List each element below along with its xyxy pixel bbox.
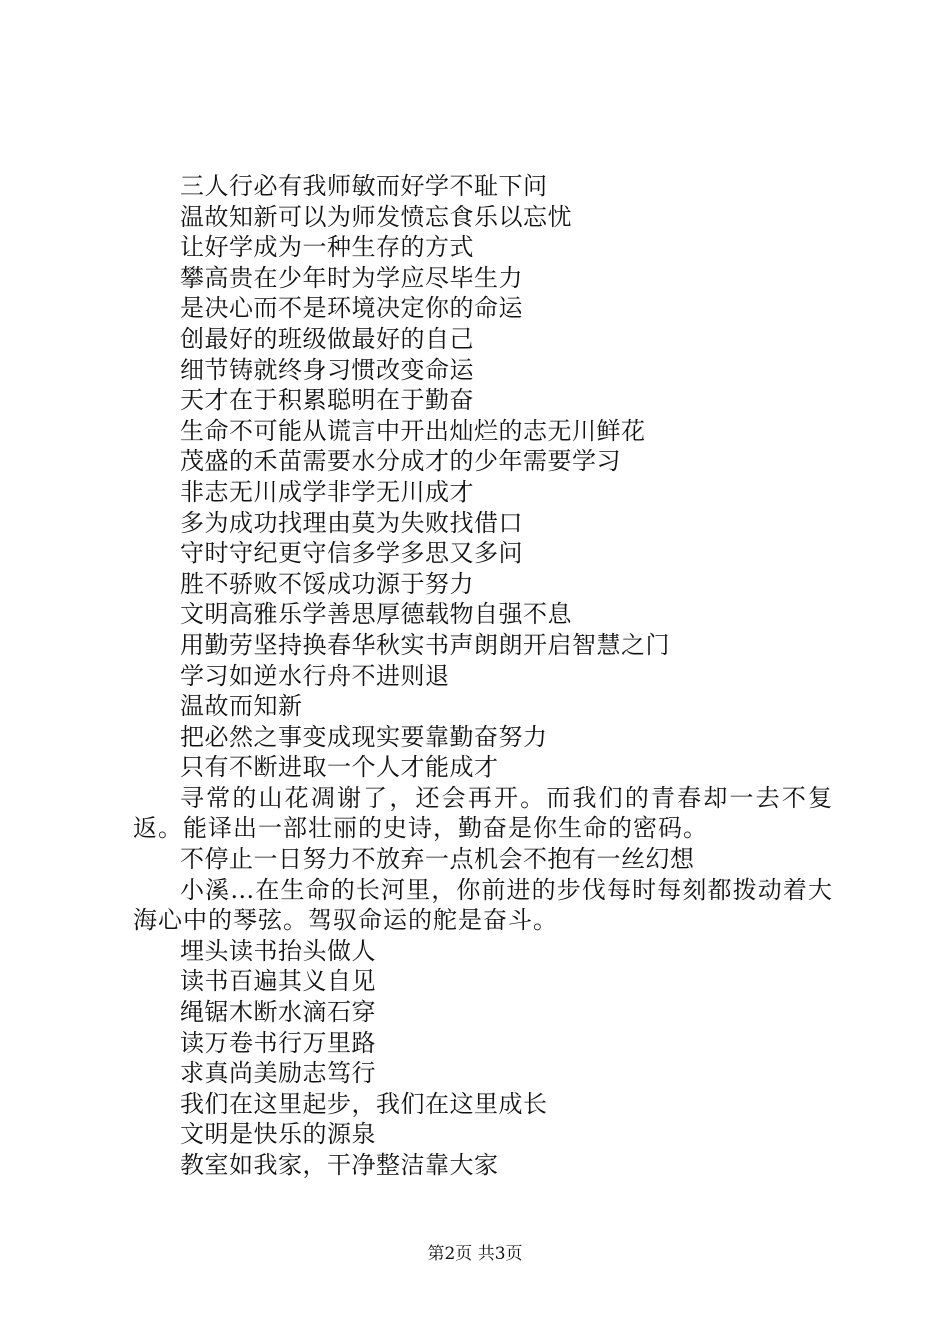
slogan-line: 细节铸就终身习惯改变命运 — [180, 355, 474, 384]
slogan-line: 胜不骄败不馁成功源于努力 — [180, 569, 474, 598]
slogan-list-2 — [133, 936, 833, 1181]
slogan-line: 读万卷书行万里路 — [180, 1028, 376, 1057]
slogan-line: 三人行必有我师敏而好学不耻下问 — [180, 172, 548, 200]
slogan-list-1 — [133, 171, 833, 783]
paragraph-youth: 寻常的山花凋谢了，还会再开。而我们的青春却一去不复返。能译出一部壮丽的史诗，勤奋是你生命的密码。 — [133, 783, 833, 843]
slogan-line: 文明是快乐的源泉 — [180, 1120, 376, 1149]
slogan-line-mid: 不停止一日努力不放弃一点机会不抱有一丝幻想 — [180, 845, 695, 874]
slogan-line: 茂盛的禾苗需要水分成才的少年需要学习 — [180, 447, 621, 476]
slogan-line: 只有不断进取一个人才能成才 — [180, 753, 499, 782]
slogan-line: 用勤劳坚持换春华秋实书声朗朗开启智慧之门 — [180, 630, 670, 659]
slogan-line: 绳锯木断水滴石穿 — [180, 998, 376, 1027]
slogan-line: 文明高雅乐学善思厚德载物自强不息 — [180, 600, 572, 629]
slogan-line: 攀高贵在少年时为学应尽毕生力 — [180, 263, 523, 292]
slogan-line: 读书百遍其义自见 — [180, 967, 376, 996]
slogan-line: 天才在于积累聪明在于勤奋 — [180, 386, 474, 415]
slogan-line: 把必然之事变成现实要靠勤奋努力 — [180, 722, 548, 751]
slogan-line: 温故知新可以为师发愤忘食乐以忘忧 — [180, 202, 572, 231]
slogan-line: 让好学成为一种生存的方式 — [180, 233, 474, 262]
slogan-line: 我们在这里起步，我们在这里成长 — [180, 1089, 548, 1118]
slogan-line: 生命不可能从谎言中开出灿烂的志无川鲜花 — [180, 416, 646, 445]
page-number-footer: 第2页 共3页 — [427, 1244, 523, 1264]
document-body — [133, 171, 833, 1181]
slogan-line: 温故而知新 — [180, 692, 303, 721]
slogan-line: 创最好的班级做最好的自己 — [180, 324, 474, 353]
slogan-line: 求真尚美励志笃行 — [180, 1059, 376, 1088]
slogan-line: 学习如逆水行舟不进则退 — [180, 661, 450, 690]
slogan-line: 埋头读书抬头做人 — [180, 936, 376, 965]
slogan-line: 非志无川成学非学无川成才 — [180, 477, 474, 506]
paragraph-stream: 小溪…在生命的长河里，你前进的步伐每时每刻都拨动着大海心中的琴弦。驾驭命运的舵是奋斗。 — [133, 875, 833, 935]
slogan-line: 多为成功找理由莫为失败找借口 — [180, 508, 523, 537]
slogan-line: 教室如我家，干净整洁靠大家 — [180, 1151, 499, 1179]
slogan-line: 守时守纪更守信多学多思又多问 — [180, 539, 523, 568]
slogan-line: 是决心而不是环境决定你的命运 — [180, 294, 523, 323]
